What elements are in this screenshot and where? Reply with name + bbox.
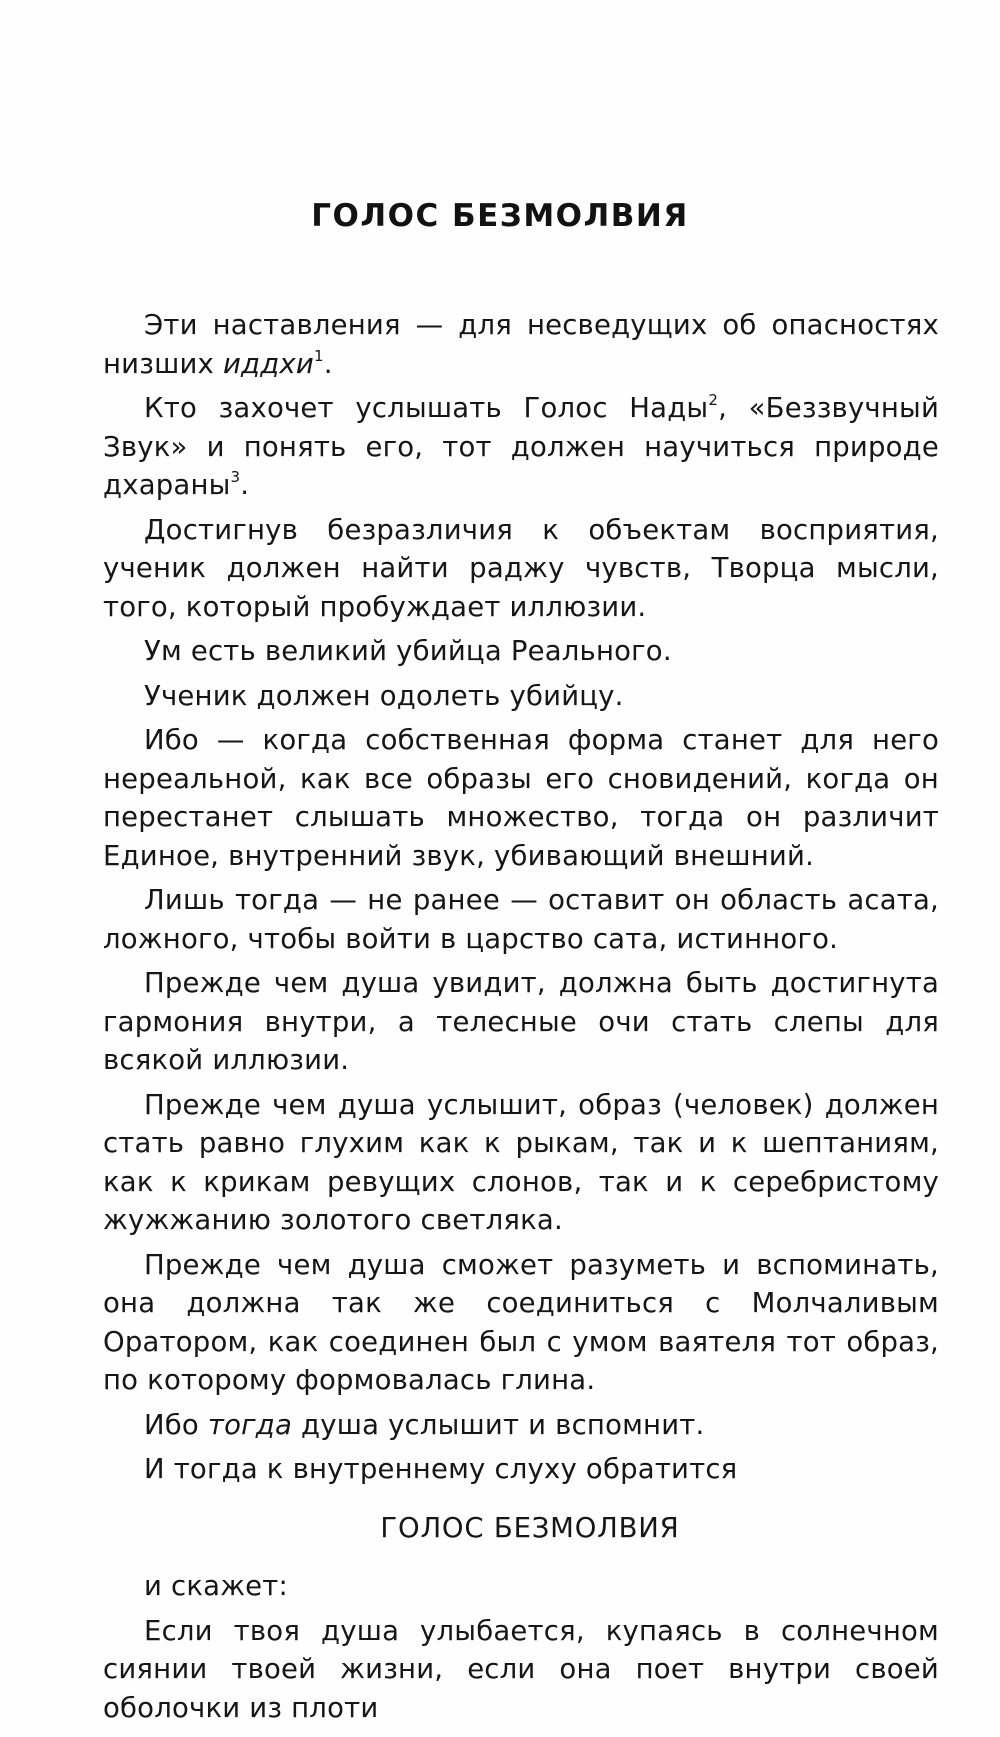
paragraph-7: Лишь тогда — не ранее — оставит он область асата, ложного, чтобы войти в царство сата, истинного. <box>103 884 939 955</box>
paragraph-12: И тогда к внутреннему слуху обратится <box>144 1453 738 1485</box>
paragraph-6: Ибо — когда собственная форма станет для него нереальной, как все образы его сновидений, когда он перестанет слышать множество, тогда он различит Единое, внутренний звук, убивающий внешний. <box>103 724 939 872</box>
paragraph-13: и скажет: <box>144 1570 288 1602</box>
paragraph-10: Прежде чем душа сможет разуметь и вспоминать, она должна так же соединиться с Молчаливым Оратором, как соединен был с умом ваятеля тот образ, по которому формовалась глина. <box>103 1248 939 1396</box>
section-subheading: ГОЛОС БЕЗМОЛВИЯ <box>380 1511 680 1544</box>
italic-term: тогда <box>207 1408 293 1441</box>
page-title: ГОЛОС БЕЗМОЛВИЯ <box>311 198 689 234</box>
paragraph-8: Прежде чем душа увидит, должна быть достигнута гармония внутри, а телесные очи стать слепы для всякой иллюзии. <box>103 967 939 1076</box>
footnote-marker[interactable]: 2 <box>708 391 719 409</box>
paragraph-9: Прежде чем душа услышит, образ (человек) должен стать равно глухим как к рыкам, так и к шептаниям, как к крикам ревущих слонов, так и к серебристому жужжанию золотого светляка. <box>103 1088 939 1236</box>
paragraph-11: Ибо тогда душа услышит и вспомнит. <box>144 1408 705 1441</box>
paragraph-14: Если твоя душа улыбается, купаясь в солнечном сиянии твоей жизни, если она поет внутри своей оболочки из плоти <box>103 1614 939 1724</box>
footnote-marker[interactable]: 3 <box>230 468 241 486</box>
paragraph-2: Кто захочет услышать Голос Нады$^2$, «Беззвучный Звук» и понять его, тот должен научиться природе дхараны$^3$. <box>103 391 940 501</box>
italic-term: иддхи <box>222 347 314 380</box>
paragraph-1: Эти наставления — для несведущих об опасностях низших иддхи$^1$. <box>103 309 939 380</box>
body-text <box>103 306 939 1727</box>
paragraph-5: Ученик должен одолеть убийцу. <box>144 679 624 712</box>
paragraph-4: Ум есть великий убийца Реального. <box>144 635 672 667</box>
paragraph-3: Достигнув безразличия к объектам восприятия, ученик должен найти раджу чувств, Творца мысли, того, который пробуждает иллюзии. <box>103 513 939 623</box>
footnote-marker[interactable]: 1 <box>313 346 324 365</box>
